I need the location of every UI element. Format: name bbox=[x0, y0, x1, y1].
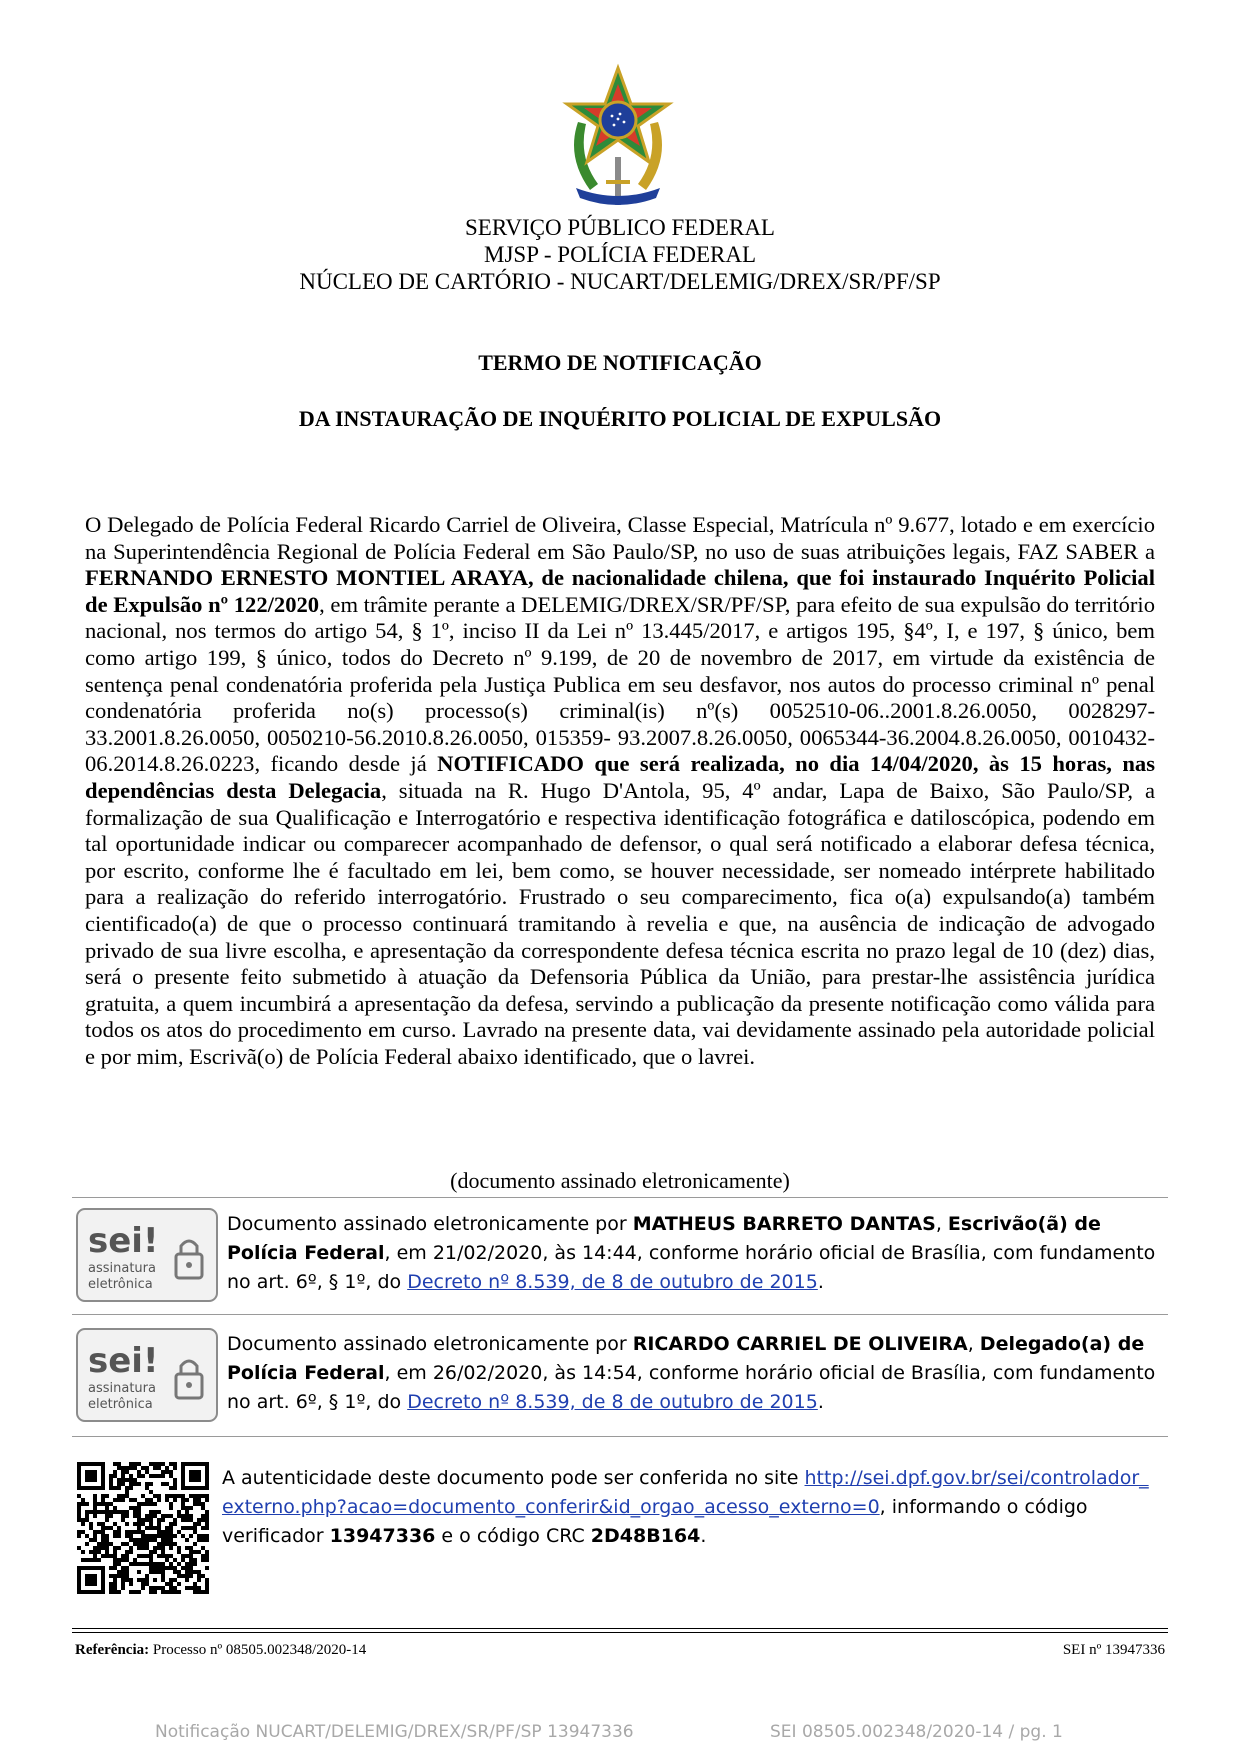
signature-details: , em 26/02/2020, às 14:54, conforme horário oficial de Brasília, com fundamento no art. 6º, § 1º, do bbox=[227, 1362, 1156, 1413]
authenticity-text bbox=[222, 1464, 1152, 1551]
signature-text-2 bbox=[227, 1330, 1167, 1417]
signature-details: , em 21/02/2020, às 14:44, conforme horário oficial de Brasília, com fundamento no art. 6º, § 1º, do bbox=[227, 1242, 1156, 1293]
divider bbox=[72, 1436, 1168, 1437]
footer-document-id: Notificação NUCART/DELEMIG/DREX/SR/PF/SP 13947336 bbox=[155, 1722, 634, 1742]
decree-link[interactable]: Decreto nº 8.539, de 8 de outubro de 2015 bbox=[407, 1271, 818, 1293]
separator: , bbox=[935, 1213, 948, 1235]
svg-text:eletrônica: eletrônica bbox=[88, 1277, 153, 1292]
separator: , bbox=[967, 1333, 980, 1355]
header-line-department: NÚCLEO DE CARTÓRIO - NUCART/DELEMIG/DREX/SR/PF/SP bbox=[299, 269, 941, 294]
reference-sei-number: SEI nº 13947336 bbox=[1062, 1642, 1165, 1658]
authenticity-mid: , informando o código verificador bbox=[222, 1496, 1088, 1547]
svg-text:sei!: sei! bbox=[88, 1341, 159, 1381]
authenticity-end: . bbox=[700, 1525, 707, 1547]
reference-label: Referência: bbox=[75, 1642, 150, 1658]
signer-name: MATHEUS BARRETO DANTAS bbox=[632, 1213, 936, 1235]
divider bbox=[72, 1197, 1168, 1198]
signature-text-1 bbox=[227, 1210, 1167, 1297]
authenticity-intro: A autenticidade deste documento pode ser conferida no site bbox=[222, 1467, 805, 1489]
reference-rule bbox=[72, 1628, 1168, 1629]
qr-code-icon bbox=[77, 1462, 209, 1594]
brazil-coat-of-arms-emblem bbox=[548, 62, 688, 212]
signer-name: RICARDO CARRIEL DE OLIVEIRA bbox=[632, 1333, 968, 1355]
header-line-service: SERVIÇO PÚBLICO FEDERAL bbox=[465, 215, 775, 240]
signer-role: Delegado(a) de Polícia Federal bbox=[227, 1333, 1145, 1384]
decree-link[interactable]: Decreto nº 8.539, de 8 de outubro de 2015 bbox=[407, 1391, 818, 1413]
reference-process: Processo nº 08505.002348/2020-14 bbox=[149, 1642, 367, 1658]
body-text-part1: O Delegado de Polícia Federal Ricardo Carriel de Oliveira, Classe Especial, Matrícula nº 9.677, lotado e em exercício na Superintendência Regional de Polícia Federal em São Paulo/SP, no uso de suas atribuições legais, FAZ SABER a bbox=[85, 512, 1155, 564]
sei-signature-logo-icon bbox=[76, 1328, 218, 1422]
signature-block-2 bbox=[72, 1328, 1168, 1424]
svg-text:eletrônica: eletrônica bbox=[88, 1397, 153, 1412]
verification-link[interactable]: http://sei.dpf.gov.br/sei/controlador_externo.php?acao=documento_conferir&id_orgao_acesso_externo=0 bbox=[222, 1467, 1149, 1518]
agency-header bbox=[0, 214, 1240, 295]
document-title: TERMO DE NOTIFICAÇÃO bbox=[478, 350, 762, 375]
divider bbox=[72, 1314, 1168, 1315]
svg-text:assinatura: assinatura bbox=[88, 1381, 156, 1396]
body-bold-person: FERNANDO ERNESTO MONTIEL ARAYA, de nacionalidade chilena, que foi instaurado Inquérito Policial de Expulsão nº 122/2020 bbox=[85, 565, 1155, 617]
body-bold-notice: NOTIFICADO que será realizada, no dia 14/04/2020, às 15 horas, nas dependências desta Delegacia bbox=[85, 751, 1155, 803]
signature-prefix: Documento assinado eletronicamente por bbox=[227, 1333, 633, 1355]
document-subtitle: DA INSTAURAÇÃO DE INQUÉRITO POLICIAL DE EXPULSÃO bbox=[298, 406, 942, 431]
signature-prefix: Documento assinado eletronicamente por bbox=[227, 1213, 633, 1235]
reference-rule bbox=[72, 1632, 1168, 1633]
header-line-ministry: MJSP - POLÍCIA FEDERAL bbox=[484, 242, 756, 267]
notification-body bbox=[85, 512, 1155, 1070]
footer-page-info: SEI 08505.002348/2020-14 / pg. 1 bbox=[770, 1722, 1063, 1742]
signature-end: . bbox=[817, 1271, 824, 1293]
verification-code: 13947336 bbox=[329, 1525, 436, 1547]
sei-signature-logo-icon bbox=[76, 1208, 218, 1302]
svg-text:sei!: sei! bbox=[88, 1221, 159, 1261]
signer-role: Escrivão(ã) de Polícia Federal bbox=[227, 1213, 1101, 1264]
signature-block-1 bbox=[72, 1208, 1168, 1304]
crc-code: 2D48B164 bbox=[590, 1525, 701, 1547]
body-text-part3: , situada na R. Hugo D'Antola, 95, 4º andar, Lapa de Baixo, São Paulo/SP, a formalização de sua Qualificação e Interrogatório e respectiva identificação fotográfica e datiloscópica, podendo em tal oportunidade indicar ou comparecer acompanhado de defensor, o qual será notificado a elaborar defesa técnica, por escrito, conforme lhe é facultado em lei, bem como, se houver necessidade, ser nomeado intérprete habilitado para a realização do referido interrogatório. Frustrado o seu comparecimento, fica o(a) expulsando(a) também cientificado(a) de que o processo continuará tramitando à revelia e que, na ausência de indicação de advogado privado de sua livre escolha, e apresentação da correspondente defesa técnica escrita no prazo legal de 10 (dez) dias, será o presente feito submetido à atuação da Defensoria Pública da União, para prestar-lhe assistência jurídica gratuita, a quem incumbirá a apresentação da defesa, servindo a publicação da presente notificação como válida para todos os atos do procedimento em curso. Lavrado na presente data, vai devidamente assinado pela autoridade policial e por mim, Escrivã(o) de Polícia Federal abaixo identificado, que o lavrei. bbox=[85, 777, 1155, 1069]
signed-electronically-note: (documento assinado eletronicamente) bbox=[450, 1168, 790, 1193]
signature-end: . bbox=[817, 1391, 824, 1413]
authenticity-crc-label: e o código CRC bbox=[435, 1525, 591, 1547]
body-text-part2: , em trâmite perante a DELEMIG/DREX/SR/PF/SP, para efeito de sua expulsão do território nacional, nos termos do artigo 54, § 1º, inciso II da Lei nº 13.445/2017, e artigos 195, §4º, I, e 197, § único, bem como artigo 199, § único, todos do Decreto nº 9.199, de 20 de novembro de 2017, em virtude da existência de sentença penal condenatória proferida pela Justiça Publica em seu desfavor, nos autos do processo criminal nº penal condenatória proferida no(s) processo(s) criminal(is) nº(s) 0052510-06..2001.8.26.0050, 0028297- 33.2001.8.26.0050, 0050210-56.2010.8.26.0050, 015359- 93.2007.8.26.0050, 0065344-36.2004.8.26.0050, 0010432- 06.2014.8.26.0223, ficando desde já bbox=[85, 591, 1155, 777]
svg-text:assinatura: assinatura bbox=[88, 1261, 156, 1276]
